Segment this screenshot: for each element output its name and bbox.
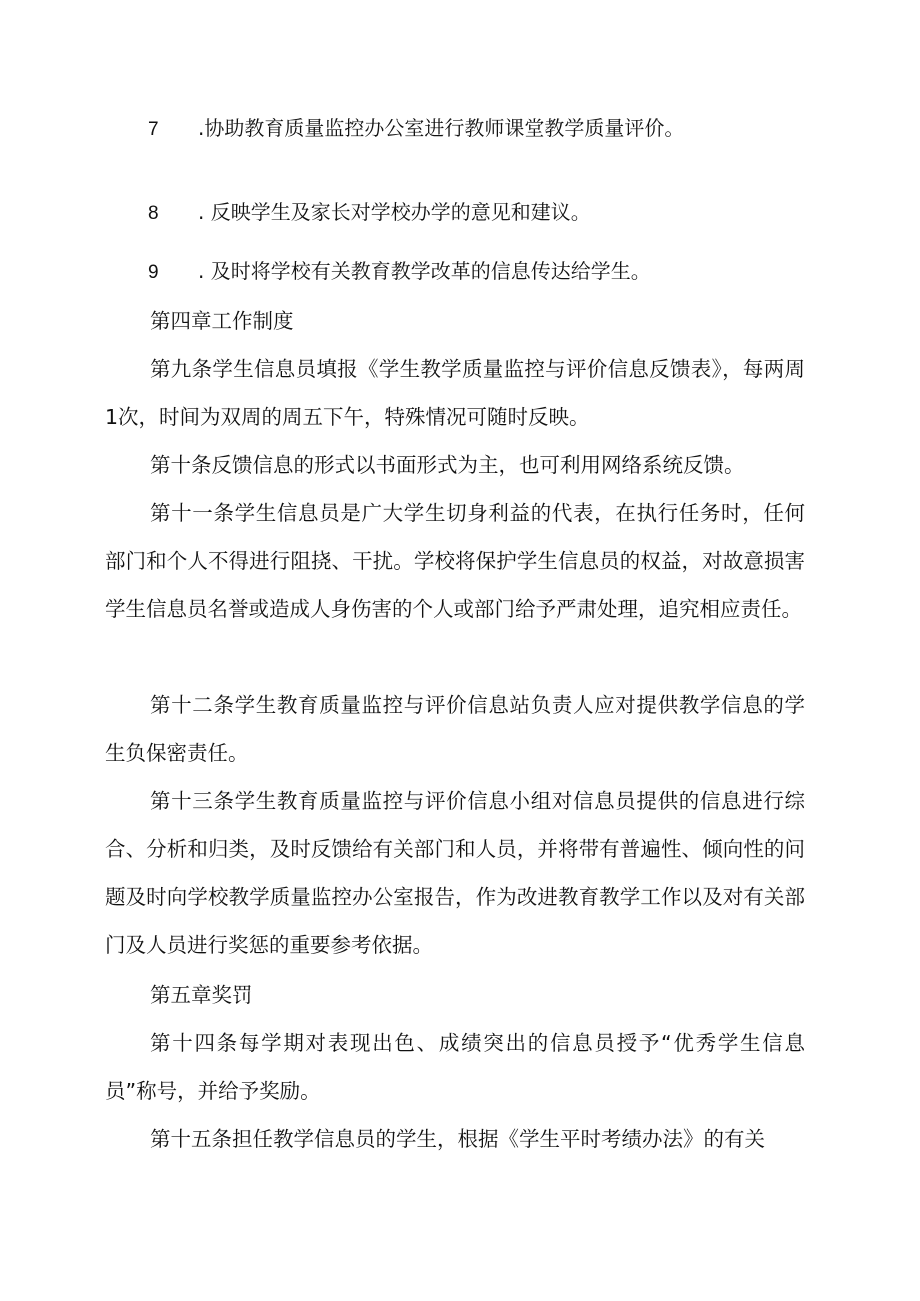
list-number: 7 [148, 119, 159, 140]
article-15: 第十五条担任教学信息员的学生，根据《学生平时考绩办法》的有关 [150, 1127, 765, 1151]
list-text: . 及时将学校有关教育教学改革的信息传达给学生。 [198, 259, 651, 283]
list-text: . 反映学生及家长对学校办学的意见和建议。 [198, 200, 591, 224]
list-number: 8 [148, 203, 159, 224]
list-number: 9 [148, 262, 159, 283]
article-13: 第十三条学生教育质量监控与评价信息小组对信息员提供的信息进行综合、分析和归类，及时反馈给有关部门和人员，并将带有普遍性、倾向性的问题及时向学校教学质量监控办公室报告，作为改进教育教学工作以及对有关部门及人员进行奖惩的重要参考依据。 [105, 789, 805, 957]
list-text: .协助教育质量监控办公室进行教师课堂教学质量评价。 [198, 116, 685, 140]
article-14: 第十四条每学期对表现出色、成绩突出的信息员授予“优秀学生信息员”称号，并给予奖励。 [105, 1031, 805, 1103]
chapter-5-heading: 第五章奖罚 [150, 983, 253, 1007]
list-item-9 [148, 257, 808, 287]
article-9: 第九条学生信息员填报《学生教学质量监控与评价信息反馈表》，每两周1次，时间为双周的周五下午，特殊情况可随时反映。 [105, 357, 805, 429]
article-11: 第十一条学生信息员是广大学生切身利益的代表，在执行任务时，任何部门和个人不得进行阻挠、干扰。学校将保护学生信息员的权益，对故意损害学生信息员名誉或造成人身伤害的个人或部门给予严肃处理，追究相应责任。 [105, 501, 805, 621]
article-10: 第十条反馈信息的形式以书面形式为主，也可利用网络系统反馈。 [150, 453, 745, 477]
article-12: 第十二条学生教育质量监控与评价信息站负责人应对提供教学信息的学生负保密责任。 [105, 693, 805, 765]
list-item-8 [148, 198, 808, 228]
list-item-7 [148, 114, 808, 144]
chapter-4-heading: 第四章工作制度 [150, 309, 294, 333]
